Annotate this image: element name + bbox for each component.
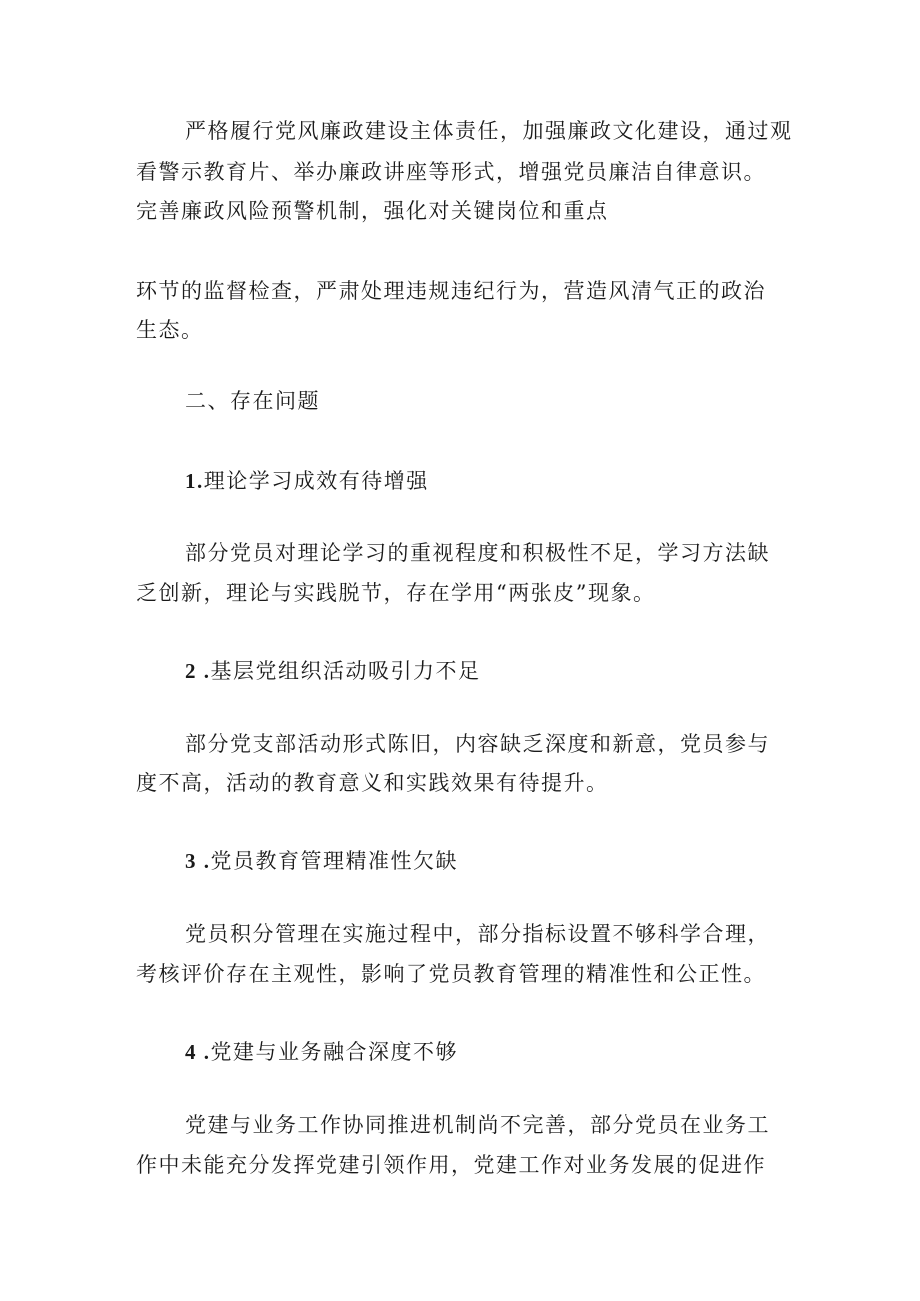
paragraph-line: 党员积分管理在实施过程中，部分指标设置不够科学合理， (185, 922, 770, 946)
section-title: 二、存在问题 (185, 389, 320, 413)
paragraph-line: 作中未能充分发挥党建引领作用，党建工作对业务发展的促进作 (136, 1153, 766, 1177)
paragraph-line: 部分党员对理论学习的重视程度和积极性不足，学习方法缺 (185, 541, 770, 565)
paragraph-line: 乏创新，理论与实践脱节，存在学用“两张皮”现象。 (136, 581, 656, 605)
paragraph-line: 考核评价存在主观性，影响了党员教育管理的精准性和公正性。 (136, 962, 766, 986)
paragraph-line: 环节的监督检查，严肃处理违规违纪行为，营造风清气正的政治 (136, 279, 766, 303)
item-title: 基层党组织活动吸引力不足 (210, 659, 481, 683)
item-title: 党员教育管理精准性欠缺 (210, 849, 458, 873)
paragraph-line: 生态。 (136, 318, 204, 342)
item-heading (185, 1037, 458, 1067)
paragraph-line: 度不高，活动的教育意义和实践效果有待提升。 (136, 771, 609, 795)
item-number: 3 . (185, 849, 211, 873)
paragraph-line: 看警示教育片、举办廉政讲座等形式，增强党员廉洁自律意识。 (136, 160, 766, 184)
item-heading (185, 466, 429, 496)
paragraph-line: 严格履行党风廉政建设主体责任，加强廉政文化建设，通过观 (185, 119, 793, 143)
paragraph-line: 完善廉政风险预警机制，强化对关键岗位和重点 (136, 199, 609, 223)
item-title: 理论学习成效有待增强 (203, 469, 429, 493)
item-number: 2 . (185, 659, 211, 683)
item-title: 党建与业务融合深度不够 (210, 1040, 458, 1064)
item-heading (185, 656, 481, 686)
item-number: 1. (185, 469, 204, 493)
item-number: 4 . (185, 1040, 211, 1064)
item-heading (185, 846, 458, 876)
paragraph-line: 党建与业务工作协同推进机制尚不完善，部分党员在业务工 (185, 1113, 770, 1137)
paragraph-line: 部分党支部活动形式陈旧，内容缺乏深度和新意，党员参与 (185, 732, 770, 756)
